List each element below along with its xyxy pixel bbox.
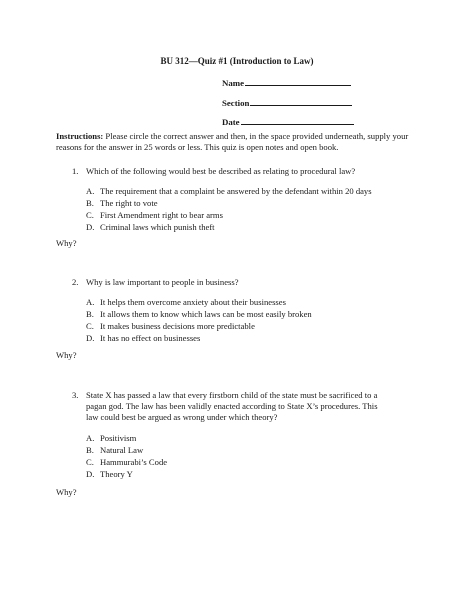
question-3-options xyxy=(86,433,167,481)
option-text: Criminal laws which punish theft xyxy=(100,222,215,232)
option-text: The right to vote xyxy=(100,198,158,208)
option-text: The requirement that a complaint be answered by the defendant within 20 days xyxy=(100,186,372,196)
section-blank[interactable] xyxy=(250,96,352,106)
option-letter: D. xyxy=(86,333,95,343)
option-b[interactable] xyxy=(86,309,312,321)
option-text: First Amendment right to bear arms xyxy=(100,210,223,220)
question-2-options xyxy=(86,297,312,345)
option-letter: B. xyxy=(86,198,94,208)
section-field xyxy=(222,96,352,109)
quiz-title: BU 312—Quiz #1 (Introduction to Law) xyxy=(160,56,314,66)
option-c[interactable] xyxy=(86,321,312,333)
why-label: Why? xyxy=(56,238,77,248)
option-b[interactable] xyxy=(86,198,372,210)
instructions-text: Please circle the correct answer and then, in the space provided underneath, supply your reasons for the answer in 25 words or less. This quiz is open notes and open book. xyxy=(56,131,409,152)
name-field xyxy=(222,76,351,89)
option-letter: C. xyxy=(86,457,94,467)
option-a[interactable] xyxy=(86,297,312,309)
question-number: 3. xyxy=(72,390,79,400)
section-label: Section xyxy=(222,98,250,108)
date-field xyxy=(222,115,354,128)
option-b[interactable] xyxy=(86,445,167,457)
question-number: 1. xyxy=(72,166,79,176)
option-letter: D. xyxy=(86,222,95,232)
option-text: It has no effect on businesses xyxy=(100,333,201,343)
option-d[interactable] xyxy=(86,469,167,481)
option-d[interactable] xyxy=(86,333,312,345)
question-1-options xyxy=(86,186,372,234)
question-1 xyxy=(72,166,392,177)
why-label: Why? xyxy=(56,350,77,360)
option-text: Hammurabi’s Code xyxy=(100,457,168,467)
option-text: It helps them overcome anxiety about their businesses xyxy=(100,297,286,307)
option-letter: C. xyxy=(86,210,94,220)
option-letter: A. xyxy=(86,433,95,443)
name-blank[interactable] xyxy=(245,76,351,86)
option-c[interactable] xyxy=(86,457,167,469)
option-text: It makes business decisions more predictable xyxy=(100,321,255,331)
date-label: Date xyxy=(222,117,240,127)
name-label: Name xyxy=(222,78,244,88)
option-letter: B. xyxy=(86,445,94,455)
option-text: Positivism xyxy=(100,433,137,443)
option-text: Natural Law xyxy=(100,445,144,455)
option-letter: A. xyxy=(86,297,95,307)
question-2 xyxy=(72,277,392,288)
option-d[interactable] xyxy=(86,222,372,234)
date-blank[interactable] xyxy=(241,115,354,125)
question-text: Which of the following would best be described as relating to procedural law? xyxy=(86,166,356,176)
question-text: Why is law important to people in business? xyxy=(86,277,239,287)
option-c[interactable] xyxy=(86,210,372,222)
why-label: Why? xyxy=(56,487,77,497)
question-3 xyxy=(72,390,392,423)
question-number: 2. xyxy=(72,277,79,287)
instructions xyxy=(56,131,426,153)
option-letter: A. xyxy=(86,186,95,196)
question-text: State X has passed a law that every firstborn child of the state must be sacrificed to a pagan god. The law has been validly enacted according to State X’s procedures. This law could best be argued as wrong under which theory? xyxy=(86,390,378,422)
option-letter: C. xyxy=(86,321,94,331)
option-a[interactable] xyxy=(86,186,372,198)
option-a[interactable] xyxy=(86,433,167,445)
option-letter: D. xyxy=(86,469,95,479)
option-text: It allows them to know which laws can be most easily broken xyxy=(100,309,312,319)
instructions-label: Instructions: xyxy=(56,131,104,141)
option-text: Theory Y xyxy=(100,469,133,479)
option-letter: B. xyxy=(86,309,94,319)
